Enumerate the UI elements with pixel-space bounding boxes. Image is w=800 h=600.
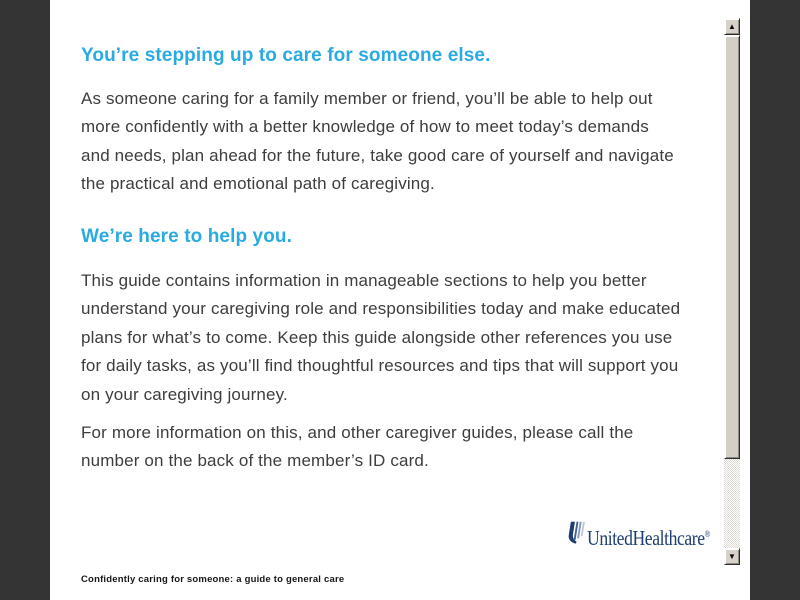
text-line: For more information on this, and other caregiver guides, please call the — [81, 423, 634, 442]
paragraph-intro — [81, 85, 674, 199]
text-line: number on the back of the member’s ID card. — [81, 451, 429, 471]
text-line: for daily tasks, as you’ll find thoughtful resources and tips that will support you — [81, 356, 679, 376]
section2-heading: We’re here to help you. — [81, 226, 292, 247]
scroll-down-button[interactable] — [724, 548, 740, 565]
vertical-scrollbar[interactable] — [724, 18, 740, 565]
text-line: on your caregiving journey. — [81, 384, 288, 404]
document-page — [50, 0, 750, 600]
scroll-up-button[interactable] — [724, 18, 740, 35]
unitedhealthcare-logo — [567, 521, 742, 548]
registered-mark: ® — [704, 529, 711, 539]
section1-heading: You’re stepping up to care for someone else. — [81, 45, 491, 66]
text-line: and needs, plan ahead for the future, take good care of yourself and navigate — [81, 145, 674, 165]
uhc-shield-icon — [567, 521, 585, 545]
text-line: the practical and emotional path of caregiving. — [81, 174, 435, 194]
text-line: more confidently with a better knowledge of how to meet today’s demands — [81, 117, 649, 137]
text-line: This guide contains information in manageable sections to help you better — [81, 271, 647, 290]
logo-wordmark: UnitedHealthcare® — [587, 526, 711, 550]
paragraph-more-info — [81, 419, 633, 476]
document-footer-title: Confidently caring for someone: a guide to general care — [81, 574, 345, 585]
text-line: plans for what’s to come. Keep this guide alongside other references you use — [81, 327, 673, 347]
triangle-down-icon: ▼ — [728, 551, 736, 561]
paragraph-guide — [81, 267, 680, 409]
text-line: As someone caring for a family member or friend, you’ll be able to help out — [81, 89, 653, 108]
text-line: understand your caregiving role and responsibilities today and make educated — [81, 299, 681, 319]
scrollbar-thumb[interactable] — [724, 35, 740, 459]
triangle-up-icon: ▲ — [728, 21, 736, 31]
